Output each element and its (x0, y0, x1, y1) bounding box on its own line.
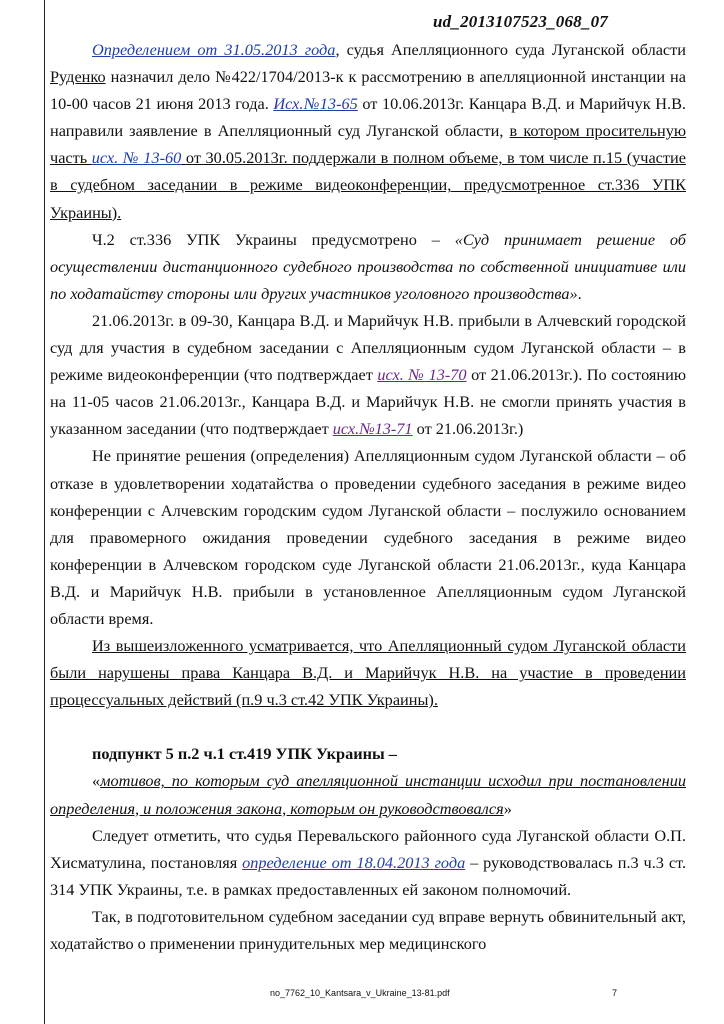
paragraph-7 (50, 822, 686, 903)
footer-filename: no_7762_10_Kantsara_v_Ukraine_13-81.pdf (270, 988, 450, 998)
text: от 21.06.2013г.). По состоянию на 11-05 часов 21.06.2013г., Канцара В.Д. и Марийчук Н.В. не смогли принять участия в указанном заседании (что подтверждает (50, 365, 686, 439)
underlined-text: в котором просительную часть (50, 121, 686, 168)
paragraph-4: Не принятие решения (определения) Апелляционным судом Луганской области – об отказе в удовлетворении ходатайства о проведении судебного заседания в режиме видео конференции с Алчевским городским судом Луганской области – послужило основанием для правомерного ожидания проведении судебного заседания в режиме видео конференции в Алчевском городском суде Луганской области 21.06.2013г., куда Канцара В.Д. и Марийчук Н.В. прибыли в установленное Апелляционным судом Луганской области время. (50, 446, 686, 628)
section-heading: подпункт 5 п.2 ч.1 ст.419 УПК Украины – (92, 744, 397, 764)
quote: мотивов, по которым суд апелляционной инстанции исходил при постановлении определения, и положения закона, которым он руководствовался (50, 771, 686, 818)
text: . (577, 283, 582, 303)
text: – руководствовалась п.3 ч.3 ст. 314 УПК Украины, т.е. в рамках предоставленных ей законом полномочий. (50, 852, 687, 899)
paragraph-1 (50, 36, 686, 226)
document-body (50, 36, 686, 957)
judge-name: Руденко (50, 67, 106, 87)
paragraph-5: Из вышеизложенного усматривается, что Апелляционный судом Луганской области были нарушены права Канцара В.Д. и Марийчук Н.В. на участие в проведении процессуальных действий (п.9 ч.3 ст.42 УПК Украины). (50, 636, 686, 710)
text: от 21.06.2013г.) (412, 419, 524, 439)
document-id: ud_2013107523_068_07 (433, 12, 608, 31)
paragraph-2 (50, 226, 686, 307)
text: назначил дело №422/1704/2013-к к рассмотрению в апелляционной инстанции на 10-00 часов 21 июня 2013 года. (50, 67, 686, 114)
margin-line (44, 0, 45, 1024)
link-ref-13-70[interactable]: исх. № 13-70 (377, 365, 467, 385)
paragraph-6 (50, 767, 686, 821)
text: Следует отметить, что судья Перевальского районного суда Луганской области О.П. Хисматулина, постановляя (50, 825, 686, 872)
quote-open: « (92, 771, 101, 791)
paragraph-8: Так, в подготовительном судебном заседании суд вправе вернуть обвинительный акт, ходатайство о применении принудительных мер медицинского (50, 906, 686, 953)
quote: «Суд принимает решение об осуществлении дистанционного судебного производства по собственной инициативе или по ходатайству стороны или других участников уголовного производства» (50, 229, 686, 303)
spacer (50, 713, 686, 740)
link-ref-13-71[interactable]: исх.№13-71 (332, 419, 413, 439)
text: Ч.2 ст.336 УПК Украины предусмотрено – (92, 229, 455, 249)
link-ruling-31-05-2013[interactable]: Определением от 31.05.2013 года (92, 40, 336, 59)
quote-close: » (503, 798, 512, 818)
text: 21.06.2013г. в 09-30, Канцара В.Д. и Марийчук Н.В. прибыли в Алчевский городской суд для участия в судебном заседании с Апелляционным судом Луганской области – в режиме видеоконференции (что подтверждает (50, 310, 686, 385)
text: , судья Апелляционного суда Луганской области (335, 40, 686, 59)
link-ref-13-65[interactable]: Исх.№13-65 (273, 94, 358, 114)
link-ref-13-60[interactable]: исх. № 13-60 (91, 148, 182, 168)
underlined-text: от 30.05.2013г. поддержали в полном объеме, в том числе п.15 (участие в судебном заседании в режиме видеоконференции, предусмотренное ст.336 УПК Украины). (50, 148, 686, 222)
paragraph-3 (50, 307, 686, 442)
text: от 10.06.2013г. Канцара В.Д. и Марийчук Н.В. направили заявление в Апелляционный суд Луганской области, (50, 94, 687, 141)
link-ruling-18-04-2013[interactable]: определение от 18.04.2013 года (242, 852, 466, 872)
page-number: 7 (612, 988, 618, 998)
